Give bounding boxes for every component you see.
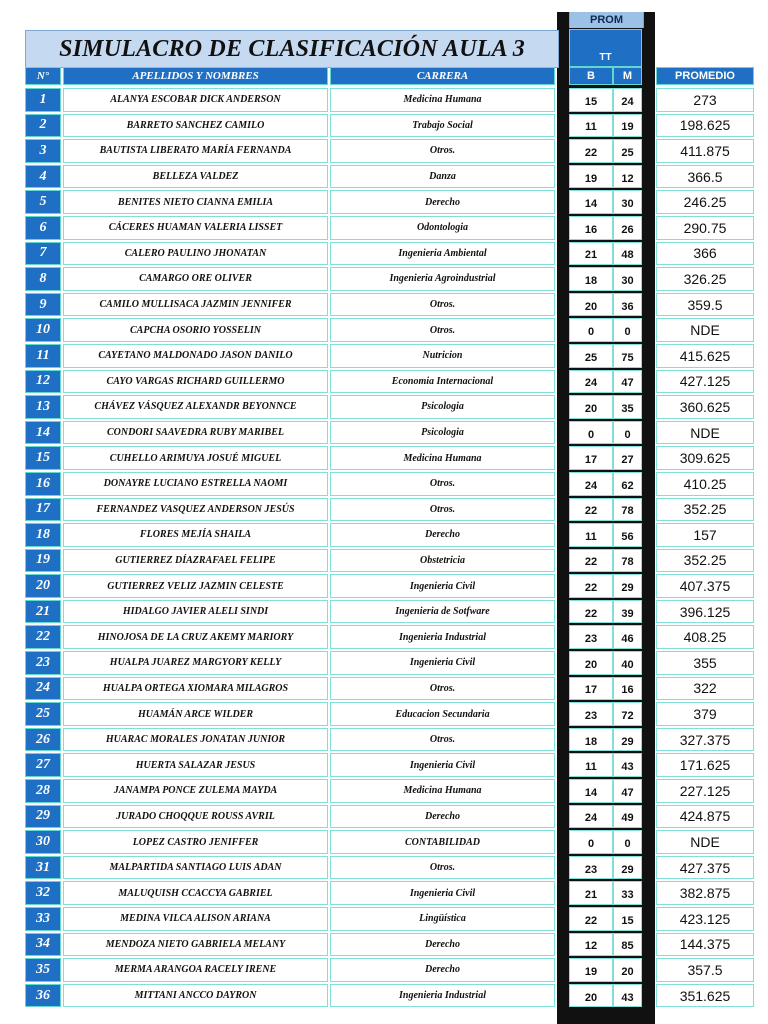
m-score: 62 xyxy=(613,472,642,496)
promedio-value: 171.625 xyxy=(656,753,754,777)
m-score: 33 xyxy=(613,881,642,905)
m-score: 0 xyxy=(613,318,642,342)
b-score: 17 xyxy=(569,677,613,701)
career-cell: Ingenieria Industrial xyxy=(330,984,555,1008)
table-row xyxy=(0,932,768,958)
promedio-value: 407.375 xyxy=(656,574,754,598)
promedio-value: 360.625 xyxy=(656,395,754,419)
row-number: 35 xyxy=(25,958,61,982)
student-name: FERNANDEZ VASQUEZ ANDERSON JESÚS xyxy=(63,498,328,522)
row-number: 13 xyxy=(25,395,61,419)
student-name: HUALPA JUAREZ MARGYORY KELLY xyxy=(63,651,328,675)
career-cell: Danza xyxy=(330,165,555,189)
student-name: CAPCHA OSORIO YOSSELIN xyxy=(63,318,328,342)
student-name: CALERO PAULINO JHONATAN xyxy=(63,242,328,266)
m-score: 12 xyxy=(613,165,642,189)
student-name: MERMA ARANGOA RACELY IRENE xyxy=(63,958,328,982)
row-number: 33 xyxy=(25,907,61,931)
b-score: 20 xyxy=(569,984,613,1008)
b-score: 19 xyxy=(569,165,613,189)
career-cell: Otros. xyxy=(330,728,555,752)
promedio-value: 327.375 xyxy=(656,728,754,752)
m-score: 16 xyxy=(613,677,642,701)
promedio-value: 309.625 xyxy=(656,446,754,470)
row-number: 5 xyxy=(25,190,61,214)
promedio-value: 382.875 xyxy=(656,881,754,905)
student-name: GUTIERREZ VELIZ JAZMIN CELESTE xyxy=(63,574,328,598)
career-cell: Ingenieria Civil xyxy=(330,753,555,777)
row-number: 24 xyxy=(25,677,61,701)
student-name: CAMILO MULLISACA JAZMIN JENNIFER xyxy=(63,293,328,317)
student-name: HUERTA SALAZAR JESUS xyxy=(63,753,328,777)
m-score: 75 xyxy=(613,344,642,368)
career-cell: Otros. xyxy=(330,498,555,522)
b-score: 23 xyxy=(569,856,613,880)
promedio-value: 410.25 xyxy=(656,472,754,496)
promedio-value: 198.625 xyxy=(656,114,754,138)
promedio-value: 357.5 xyxy=(656,958,754,982)
table-row xyxy=(0,113,768,139)
m-score: 29 xyxy=(613,856,642,880)
row-number: 19 xyxy=(25,549,61,573)
career-cell: Ingenieria de Sotfware xyxy=(330,600,555,624)
row-number: 32 xyxy=(25,881,61,905)
row-number: 36 xyxy=(25,984,61,1008)
student-name: MALUQUISH CCACCYA GABRIEL xyxy=(63,881,328,905)
row-number: 28 xyxy=(25,779,61,803)
table-row xyxy=(0,599,768,625)
career-cell: Medicina Humana xyxy=(330,88,555,112)
career-cell: Derecho xyxy=(330,958,555,982)
promedio-value: 415.625 xyxy=(656,344,754,368)
row-number: 31 xyxy=(25,856,61,880)
promedio-value: 246.25 xyxy=(656,190,754,214)
student-name: CAMARGO ORE OLIVER xyxy=(63,267,328,291)
promedio-value: 157 xyxy=(656,523,754,547)
header-promedio: PROMEDIO xyxy=(656,67,754,85)
row-number: 18 xyxy=(25,523,61,547)
table-row xyxy=(0,189,768,215)
m-score: 43 xyxy=(613,753,642,777)
table-row xyxy=(0,880,768,906)
student-name: CÁCERES HUAMAN VALERIA LISSET xyxy=(63,216,328,240)
promedio-value: 427.125 xyxy=(656,370,754,394)
m-score: 30 xyxy=(613,190,642,214)
m-score: 48 xyxy=(613,242,642,266)
table-row xyxy=(0,752,768,778)
b-score: 0 xyxy=(569,830,613,854)
b-score: 18 xyxy=(569,267,613,291)
promedio-value: NDE xyxy=(656,830,754,854)
b-score: 20 xyxy=(569,651,613,675)
career-cell: Nutricion xyxy=(330,344,555,368)
m-score: 56 xyxy=(613,523,642,547)
table-row xyxy=(0,650,768,676)
b-score: 24 xyxy=(569,472,613,496)
b-score: 22 xyxy=(569,498,613,522)
m-score: 78 xyxy=(613,549,642,573)
career-cell: Trabajo Social xyxy=(330,114,555,138)
career-cell: Otros. xyxy=(330,318,555,342)
promedio-value: 408.25 xyxy=(656,625,754,649)
student-name: BELLEZA VALDEZ xyxy=(63,165,328,189)
table-row xyxy=(0,778,768,804)
b-score: 18 xyxy=(569,728,613,752)
m-score: 78 xyxy=(613,498,642,522)
career-cell: Medicina Humana xyxy=(330,446,555,470)
table-row xyxy=(0,701,768,727)
table-row xyxy=(0,87,768,113)
row-number: 15 xyxy=(25,446,61,470)
b-score: 21 xyxy=(569,242,613,266)
promedio-value: 352.25 xyxy=(656,549,754,573)
row-number: 3 xyxy=(25,139,61,163)
b-score: 12 xyxy=(569,933,613,957)
header-career: CARRERA xyxy=(330,67,555,85)
header-m: M xyxy=(613,67,642,85)
career-cell: Psicologia xyxy=(330,395,555,419)
student-name: HINOJOSA DE LA CRUZ AKEMY MARIORY xyxy=(63,625,328,649)
table-row xyxy=(0,855,768,881)
b-score: 22 xyxy=(569,574,613,598)
career-cell: Derecho xyxy=(330,933,555,957)
career-cell: Educacion Secundaria xyxy=(330,702,555,726)
b-score: 0 xyxy=(569,318,613,342)
m-score: 40 xyxy=(613,651,642,675)
m-score: 30 xyxy=(613,267,642,291)
page-title: SIMULACRO DE CLASIFICACIÓN AULA 3 xyxy=(59,35,525,62)
student-name: CHÁVEZ VÁSQUEZ ALEXANDR BEYONNCE xyxy=(63,395,328,419)
tt-label: TT xyxy=(599,52,612,63)
table-row xyxy=(0,548,768,574)
career-cell: Obstetricia xyxy=(330,549,555,573)
promedio-value: 227.125 xyxy=(656,779,754,803)
student-name: CONDORI SAAVEDRA RUBY MARIBEL xyxy=(63,421,328,445)
row-number: 16 xyxy=(25,472,61,496)
student-name: MENDOZA NIETO GABRIELA MELANY xyxy=(63,933,328,957)
row-number: 25 xyxy=(25,702,61,726)
promedio-value: 322 xyxy=(656,677,754,701)
title-banner xyxy=(25,30,559,68)
m-score: 26 xyxy=(613,216,642,240)
m-score: 24 xyxy=(613,88,642,112)
table-row xyxy=(0,266,768,292)
table-row xyxy=(0,292,768,318)
table-row xyxy=(0,804,768,830)
row-number: 23 xyxy=(25,651,61,675)
promedio-value: 144.375 xyxy=(656,933,754,957)
table-row xyxy=(0,420,768,446)
row-number: 12 xyxy=(25,370,61,394)
b-score: 16 xyxy=(569,216,613,240)
student-name: JANAMPA PONCE ZULEMA MAYDA xyxy=(63,779,328,803)
row-number: 21 xyxy=(25,600,61,624)
table-row xyxy=(0,394,768,420)
career-cell: Ingenieria Industrial xyxy=(330,625,555,649)
m-score: 46 xyxy=(613,625,642,649)
student-name: CAYO VARGAS RICHARD GUILLERMO xyxy=(63,370,328,394)
promedio-value: 355 xyxy=(656,651,754,675)
student-name: BAUTISTA LIBERATO MARÍA FERNANDA xyxy=(63,139,328,163)
header-b: B xyxy=(569,67,613,85)
b-score: 19 xyxy=(569,958,613,982)
promedio-value: 396.125 xyxy=(656,600,754,624)
table-row xyxy=(0,727,768,753)
m-score: 19 xyxy=(613,114,642,138)
b-score: 15 xyxy=(569,88,613,112)
career-cell: Derecho xyxy=(330,805,555,829)
b-score: 21 xyxy=(569,881,613,905)
b-score: 22 xyxy=(569,549,613,573)
table-row xyxy=(0,522,768,548)
m-score: 29 xyxy=(613,728,642,752)
student-name: MEDINA VILCA ALISON ARIANA xyxy=(63,907,328,931)
promedio-value: NDE xyxy=(656,421,754,445)
table-row xyxy=(0,829,768,855)
table-row xyxy=(0,343,768,369)
b-score: 23 xyxy=(569,702,613,726)
m-score: 29 xyxy=(613,574,642,598)
promedio-value: 351.625 xyxy=(656,984,754,1008)
b-score: 0 xyxy=(569,421,613,445)
row-number: 30 xyxy=(25,830,61,854)
table-row xyxy=(0,906,768,932)
table-row xyxy=(0,497,768,523)
promedio-value: 427.375 xyxy=(656,856,754,880)
row-number: 11 xyxy=(25,344,61,368)
b-score: 20 xyxy=(569,395,613,419)
row-number: 17 xyxy=(25,498,61,522)
b-score: 11 xyxy=(569,114,613,138)
student-name: DONAYRE LUCIANO ESTRELLA NAOMI xyxy=(63,472,328,496)
promedio-value: 366.5 xyxy=(656,165,754,189)
table-row xyxy=(0,164,768,190)
student-name: CAYETANO MALDONADO JASON DANILO xyxy=(63,344,328,368)
row-number: 34 xyxy=(25,933,61,957)
m-score: 72 xyxy=(613,702,642,726)
table-row xyxy=(0,215,768,241)
student-name: ALANYA ESCOBAR DICK ANDERSON xyxy=(63,88,328,112)
career-cell: Economia Internacional xyxy=(330,370,555,394)
m-score: 43 xyxy=(613,984,642,1008)
m-score: 25 xyxy=(613,139,642,163)
row-number: 1 xyxy=(25,88,61,112)
m-score: 0 xyxy=(613,830,642,854)
student-name: FLORES MEJÍA SHAILA xyxy=(63,523,328,547)
b-score: 24 xyxy=(569,805,613,829)
promedio-value: 423.125 xyxy=(656,907,754,931)
b-score: 20 xyxy=(569,293,613,317)
m-score: 47 xyxy=(613,779,642,803)
table-row xyxy=(0,241,768,267)
student-name: BARRETO SANCHEZ CAMILO xyxy=(63,114,328,138)
prom-label: PROM xyxy=(590,14,623,26)
promedio-value: NDE xyxy=(656,318,754,342)
m-score: 15 xyxy=(613,907,642,931)
b-score: 24 xyxy=(569,370,613,394)
row-number: 14 xyxy=(25,421,61,445)
promedio-value: 424.875 xyxy=(656,805,754,829)
row-number: 8 xyxy=(25,267,61,291)
student-name: LOPEZ CASTRO JENIFFER xyxy=(63,830,328,854)
header-number: N° xyxy=(25,67,61,85)
b-score: 23 xyxy=(569,625,613,649)
career-cell: Odontologia xyxy=(330,216,555,240)
header-name: APELLIDOS Y NOMBRES xyxy=(63,67,328,85)
career-cell: Ingenieria Civil xyxy=(330,574,555,598)
student-name: CUHELLO ARIMUYA JOSUÉ MIGUEL xyxy=(63,446,328,470)
career-cell: Lingüística xyxy=(330,907,555,931)
m-score: 49 xyxy=(613,805,642,829)
m-score: 36 xyxy=(613,293,642,317)
promedio-value: 326.25 xyxy=(656,267,754,291)
career-cell: Derecho xyxy=(330,523,555,547)
career-cell: Ingenieria Civil xyxy=(330,881,555,905)
b-score: 25 xyxy=(569,344,613,368)
table-row xyxy=(0,138,768,164)
student-name: BENITES NIETO CIANNA EMILIA xyxy=(63,190,328,214)
m-score: 39 xyxy=(613,600,642,624)
student-name: HUARAC MORALES JONATAN JUNIOR xyxy=(63,728,328,752)
prom-label-box xyxy=(569,12,644,28)
row-number: 9 xyxy=(25,293,61,317)
m-score: 0 xyxy=(613,421,642,445)
career-cell: Otros. xyxy=(330,139,555,163)
promedio-value: 379 xyxy=(656,702,754,726)
career-cell: CONTABILIDAD xyxy=(330,830,555,854)
b-score: 11 xyxy=(569,523,613,547)
promedio-value: 290.75 xyxy=(656,216,754,240)
student-name: HIDALGO JAVIER ALELI SINDI xyxy=(63,600,328,624)
career-cell: Medicina Humana xyxy=(330,779,555,803)
m-score: 35 xyxy=(613,395,642,419)
row-number: 4 xyxy=(25,165,61,189)
student-name: JURADO CHOQQUE ROUSS AVRIL xyxy=(63,805,328,829)
row-number: 26 xyxy=(25,728,61,752)
career-cell: Otros. xyxy=(330,677,555,701)
row-number: 6 xyxy=(25,216,61,240)
career-cell: Psicologia xyxy=(330,421,555,445)
career-cell: Otros. xyxy=(330,856,555,880)
b-score: 22 xyxy=(569,600,613,624)
student-name: MITTANI ANCCO DAYRON xyxy=(63,984,328,1008)
row-number: 2 xyxy=(25,114,61,138)
career-cell: Otros. xyxy=(330,472,555,496)
table-row xyxy=(0,445,768,471)
table-row xyxy=(0,573,768,599)
career-cell: Derecho xyxy=(330,190,555,214)
row-number: 27 xyxy=(25,753,61,777)
tt-label-box xyxy=(569,29,642,67)
promedio-value: 273 xyxy=(656,88,754,112)
b-score: 17 xyxy=(569,446,613,470)
career-cell: Ingenieria Ambiental xyxy=(330,242,555,266)
row-number: 7 xyxy=(25,242,61,266)
row-number: 10 xyxy=(25,318,61,342)
results-table-body xyxy=(0,87,768,1008)
student-name: HUALPA ORTEGA XIOMARA MILAGROS xyxy=(63,677,328,701)
table-row xyxy=(0,471,768,497)
m-score: 27 xyxy=(613,446,642,470)
row-number: 29 xyxy=(25,805,61,829)
b-score: 11 xyxy=(569,753,613,777)
student-name: MALPARTIDA SANTIAGO LUIS ADAN xyxy=(63,856,328,880)
table-row xyxy=(0,957,768,983)
b-score: 14 xyxy=(569,190,613,214)
row-number: 22 xyxy=(25,625,61,649)
m-score: 20 xyxy=(613,958,642,982)
m-score: 47 xyxy=(613,370,642,394)
table-row xyxy=(0,317,768,343)
promedio-value: 366 xyxy=(656,242,754,266)
b-score: 22 xyxy=(569,139,613,163)
table-row xyxy=(0,624,768,650)
promedio-value: 359.5 xyxy=(656,293,754,317)
promedio-value: 411.875 xyxy=(656,139,754,163)
student-name: HUAMÁN ARCE WILDER xyxy=(63,702,328,726)
career-cell: Otros. xyxy=(330,293,555,317)
table-row xyxy=(0,676,768,702)
b-score: 22 xyxy=(569,907,613,931)
table-row xyxy=(0,983,768,1009)
promedio-value: 352.25 xyxy=(656,498,754,522)
student-name: GUTIERREZ DÍAZRAFAEL FELIPE xyxy=(63,549,328,573)
row-number: 20 xyxy=(25,574,61,598)
career-cell: Ingenieria Agroindustrial xyxy=(330,267,555,291)
b-score: 14 xyxy=(569,779,613,803)
career-cell: Ingenieria Civil xyxy=(330,651,555,675)
table-row xyxy=(0,369,768,395)
m-score: 85 xyxy=(613,933,642,957)
